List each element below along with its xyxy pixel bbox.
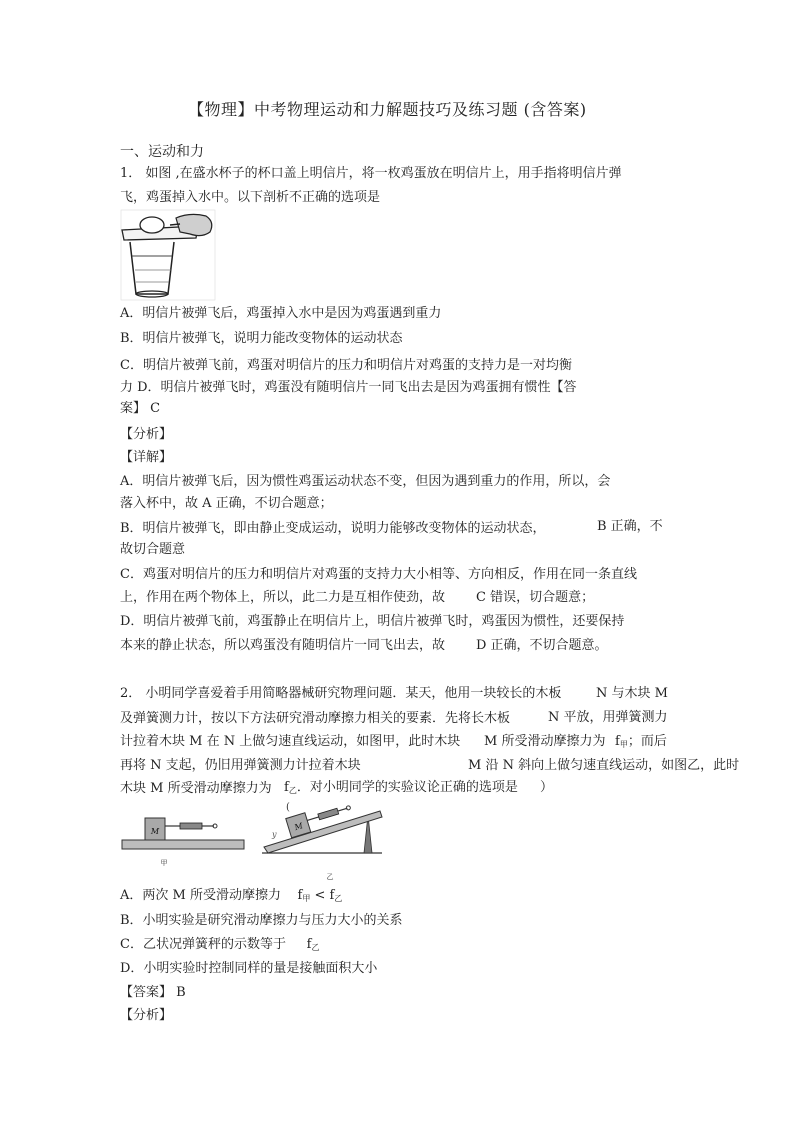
q2-stem-line-5b: $f_乙$．对小明同学的实验议论正确的选项是: [284, 780, 518, 795]
q1-detail-line: C 错误，切合题意；: [476, 590, 595, 605]
q2-option-c: C．乙状况弹簧秤的示数等于 $f_乙$: [120, 937, 320, 952]
q2-option-d: D．小明实验时控制同样的量是接触面积大小: [120, 961, 378, 976]
q2-stem-line-5a: 木块 M 所受滑动摩擦力为: [120, 781, 272, 796]
q2-stem-line-2b: N 平放，用弹簧测力: [548, 710, 668, 725]
q1-detail-line: A．明信片被弹飞后，因为惯性鸡蛋运动状态不变，但因为遇到重力的作用，所以，会: [120, 474, 611, 489]
q2-stem-line-3a: 计拉着木块 M 在 N 上做匀速直线运动，如图甲，此时木块: [120, 734, 461, 749]
figure-yi-paren: (: [286, 802, 290, 813]
q1-detail-line: B．明信片被弹飞，即由静止变成运动，说明力能够改变物体的运动状态，: [120, 521, 546, 536]
block-label-m: M: [150, 827, 160, 836]
q1-analysis-tag: 【分析】: [120, 427, 173, 442]
q2-stem-line-4b: M 沿 N 斜向上做匀速直线运动，如图乙，此时: [468, 758, 740, 773]
block-label-m: M: [293, 821, 304, 833]
q1-detail-line: 故切合题意: [120, 542, 186, 557]
figure-yi-label: 乙: [326, 873, 334, 881]
q1-option-c: C．明信片被弹飞前，鸡蛋对明信片的压力和明信片对鸡蛋的支持力是一对均衡: [120, 358, 572, 373]
egg-card-cup-figure: [118, 210, 218, 302]
q1-detail-line: D 正确，不切合题意。: [476, 638, 608, 653]
q2-stem-line-3c: $f_甲$；而后: [615, 734, 667, 749]
q1-detail-line: 本来的静止状态，所以鸡蛋没有随明信片一同飞出去，故: [120, 638, 446, 653]
q1-answer: 案】 C: [120, 401, 161, 416]
figure-jia: [118, 812, 253, 867]
page-title: 【物理】中考物理运动和力解题技巧及练习题 (含答案): [188, 100, 587, 119]
q1-option-a: A．明信片被弹飞后，鸡蛋掉入水中是因为鸡蛋遇到重力: [120, 306, 442, 321]
q2-answer: 【答案】 B: [120, 985, 186, 1000]
q2-stem-line-5d: ）: [540, 780, 554, 795]
section-heading: 一、运动和力: [120, 144, 204, 160]
figure-yi-y-label: y: [272, 830, 277, 839]
q1-option-d: 力 D．明信片被弹飞时，鸡蛋没有随明信片一同飞出去是因为鸡蛋拥有惯性【答: [120, 380, 577, 395]
figure-yi: [260, 795, 385, 881]
q2-stem-line-3b: M 所受滑动摩擦力为: [484, 734, 606, 749]
q1-stem-line-1: 1． 如图 ,在盛水杯子的杯口盖上明信片，将一枚鸡蛋放在明信片上，用手指将明信片弹: [120, 166, 622, 181]
q1-detail-line: B 正确，不: [597, 519, 663, 534]
q1-stem-line-2: 飞，鸡蛋掉入水中。以下剖析不正确的选项是: [120, 190, 381, 205]
q1-detail-line: D．明信片被弹飞前，鸡蛋静止在明信片上，明信片被弹飞时，鸡蛋因为惯性，还要保持: [120, 614, 625, 629]
q1-detail-line: 上，作用在两个物体上，所以，此二力是互相作使劲，故: [120, 590, 446, 605]
q2-option-a: A．两次 M 所受滑动摩擦力 $f_甲 < f_乙$: [120, 888, 343, 903]
figure-jia-label: 甲: [160, 859, 168, 867]
q1-detail-line: 落入杯中，故 A 正确，不切合题意；: [120, 496, 333, 511]
q2-stem-line-2a: 及弹簧测力计，按以下方法研究滑动摩擦力相关的要素．先将长木板: [120, 711, 511, 726]
q2-stem-line-4a: 再将 N 支起，仍旧用弹簧测力计拉着木块: [120, 758, 361, 773]
q1-detail-line: C．鸡蛋对明信片的压力和明信片对鸡蛋的支持力大小相等、方向相反，作用在同一条直线: [120, 567, 637, 582]
q2-stem-line-1a: 2． 小明同学喜爱着手用简略器械研究物理问题．某天，他用一块较长的木板: [120, 686, 562, 701]
q2-analysis-tag: 【分析】: [120, 1008, 173, 1023]
q1-detail-tag: 【详解】: [120, 450, 173, 465]
q2-stem-line-1b: N 与木块 M: [596, 686, 668, 701]
q2-option-b: B．小明实验是研究滑动摩擦力与压力大小的关系: [120, 913, 403, 928]
q1-option-b: B．明信片被弹飞，说明力能改变物体的运动状态: [120, 331, 403, 346]
